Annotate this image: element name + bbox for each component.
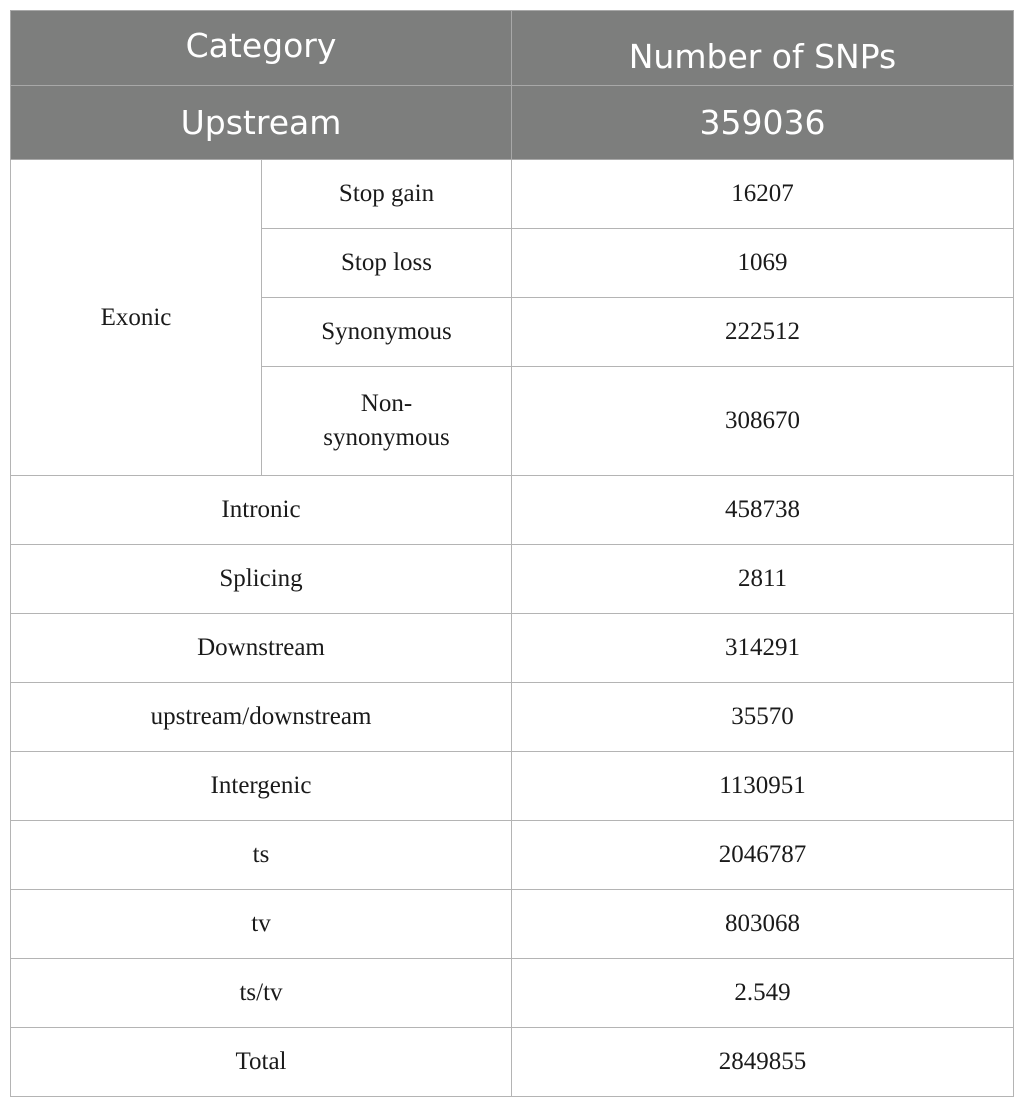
table-row (11, 752, 1014, 821)
exonic-subcategory-cell: Synonymous (262, 298, 512, 367)
snp-count-cell: 35570 (512, 683, 1014, 752)
snp-count-cell: 803068 (512, 890, 1014, 959)
category-cell: Splicing (11, 545, 512, 614)
snp-count-cell: 308670 (512, 367, 1014, 476)
category-cell: ts (11, 821, 512, 890)
category-cell: tv (11, 890, 512, 959)
category-cell: ts/tv (11, 959, 512, 1028)
snp-count-cell: 458738 (512, 476, 1014, 545)
table-header-row (11, 11, 1014, 86)
snp-count-cell: 2811 (512, 545, 1014, 614)
table-row (11, 821, 1014, 890)
upstream-category-cell: Upstream (11, 86, 512, 160)
exonic-subcategory-cell (262, 367, 512, 476)
exonic-category-cell: Exonic (11, 160, 262, 476)
category-column-header: Category (11, 11, 512, 86)
snp-count-cell: 16207 (512, 160, 1014, 229)
category-cell: upstream/downstream (11, 683, 512, 752)
category-cell: Downstream (11, 614, 512, 683)
table-row (11, 614, 1014, 683)
exonic-subcategory-cell: Stop loss (262, 229, 512, 298)
upstream-value-cell: 359036 (512, 86, 1014, 160)
snp-table-container (10, 10, 1013, 1097)
total-row (11, 1028, 1014, 1097)
snp-category-table (10, 10, 1014, 1097)
category-cell: Total (11, 1028, 512, 1097)
subcategory-line: synonymous (323, 424, 450, 451)
table-row (11, 683, 1014, 752)
snp-count-cell: 222512 (512, 298, 1014, 367)
table-row (11, 959, 1014, 1028)
category-cell: Intergenic (11, 752, 512, 821)
snp-count-cell: 1130951 (512, 752, 1014, 821)
table-row (11, 476, 1014, 545)
snp-count-cell: 314291 (512, 614, 1014, 683)
table-row (11, 890, 1014, 959)
subcategory-line: Non- (360, 390, 413, 417)
snp-count-cell: 1069 (512, 229, 1014, 298)
exonic-subcategory-cell: Stop gain (262, 160, 512, 229)
upstream-header-row (11, 86, 1014, 160)
snp-count-cell: 2849855 (512, 1028, 1014, 1097)
category-cell: Intronic (11, 476, 512, 545)
snp-count-cell: 2046787 (512, 821, 1014, 890)
snp-count-column-header: Number of SNPs (512, 11, 1014, 86)
table-row (11, 160, 1014, 229)
snp-count-cell: 2.549 (512, 959, 1014, 1028)
table-row (11, 545, 1014, 614)
